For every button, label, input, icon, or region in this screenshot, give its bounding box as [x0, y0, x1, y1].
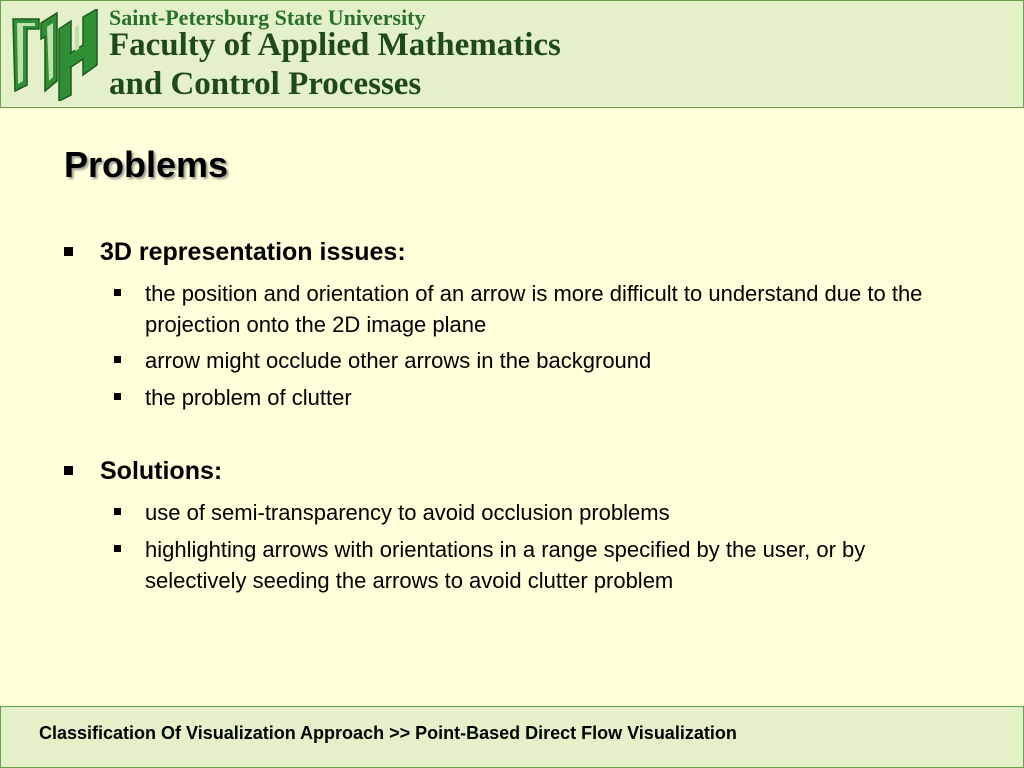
section-heading — [100, 238, 406, 267]
faculty-logo-icon — [9, 9, 103, 101]
square-bullet-icon — [64, 466, 73, 475]
square-bullet-icon — [114, 393, 121, 400]
list-item — [145, 497, 965, 528]
university-name: Saint-Petersburg State University — [109, 5, 426, 30]
footer-breadcrumb: Classification Of Visualization Approach >> Point-Based Direct Flow Visualization — [39, 723, 737, 743]
list-item-text: highlighting arrows with orientations in a range specified by the user, or by selectively seeding the arrows to avoid clutter problem — [145, 537, 866, 593]
footer-bar — [0, 706, 1024, 768]
list-item-text: arrow might occlude other arrows in the background — [145, 348, 652, 373]
list-item-text: the position and orientation of an arrow is more difficult to understand due to the projection onto the 2D image plane — [145, 281, 923, 337]
square-bullet-icon — [64, 247, 73, 256]
section-heading-text: Solutions: — [100, 457, 223, 485]
header-banner — [0, 0, 1024, 108]
section-heading-text: 3D representation issues: — [100, 238, 406, 266]
list-item — [145, 534, 965, 596]
list-item-text: use of semi-transparency to avoid occlusion problems — [145, 500, 670, 525]
square-bullet-icon — [114, 545, 121, 552]
faculty-name-line2: and Control Processes — [109, 66, 422, 102]
list-item — [145, 382, 965, 413]
list-item-text: the problem of clutter — [145, 385, 352, 410]
section-heading — [100, 457, 222, 486]
list-item — [145, 278, 965, 340]
square-bullet-icon — [114, 289, 121, 296]
slide-title: Problems — [64, 144, 229, 185]
list-item — [145, 345, 965, 376]
square-bullet-icon — [114, 356, 121, 363]
square-bullet-icon — [114, 508, 121, 515]
faculty-name-line1: Faculty of Applied Mathematics — [109, 27, 561, 63]
